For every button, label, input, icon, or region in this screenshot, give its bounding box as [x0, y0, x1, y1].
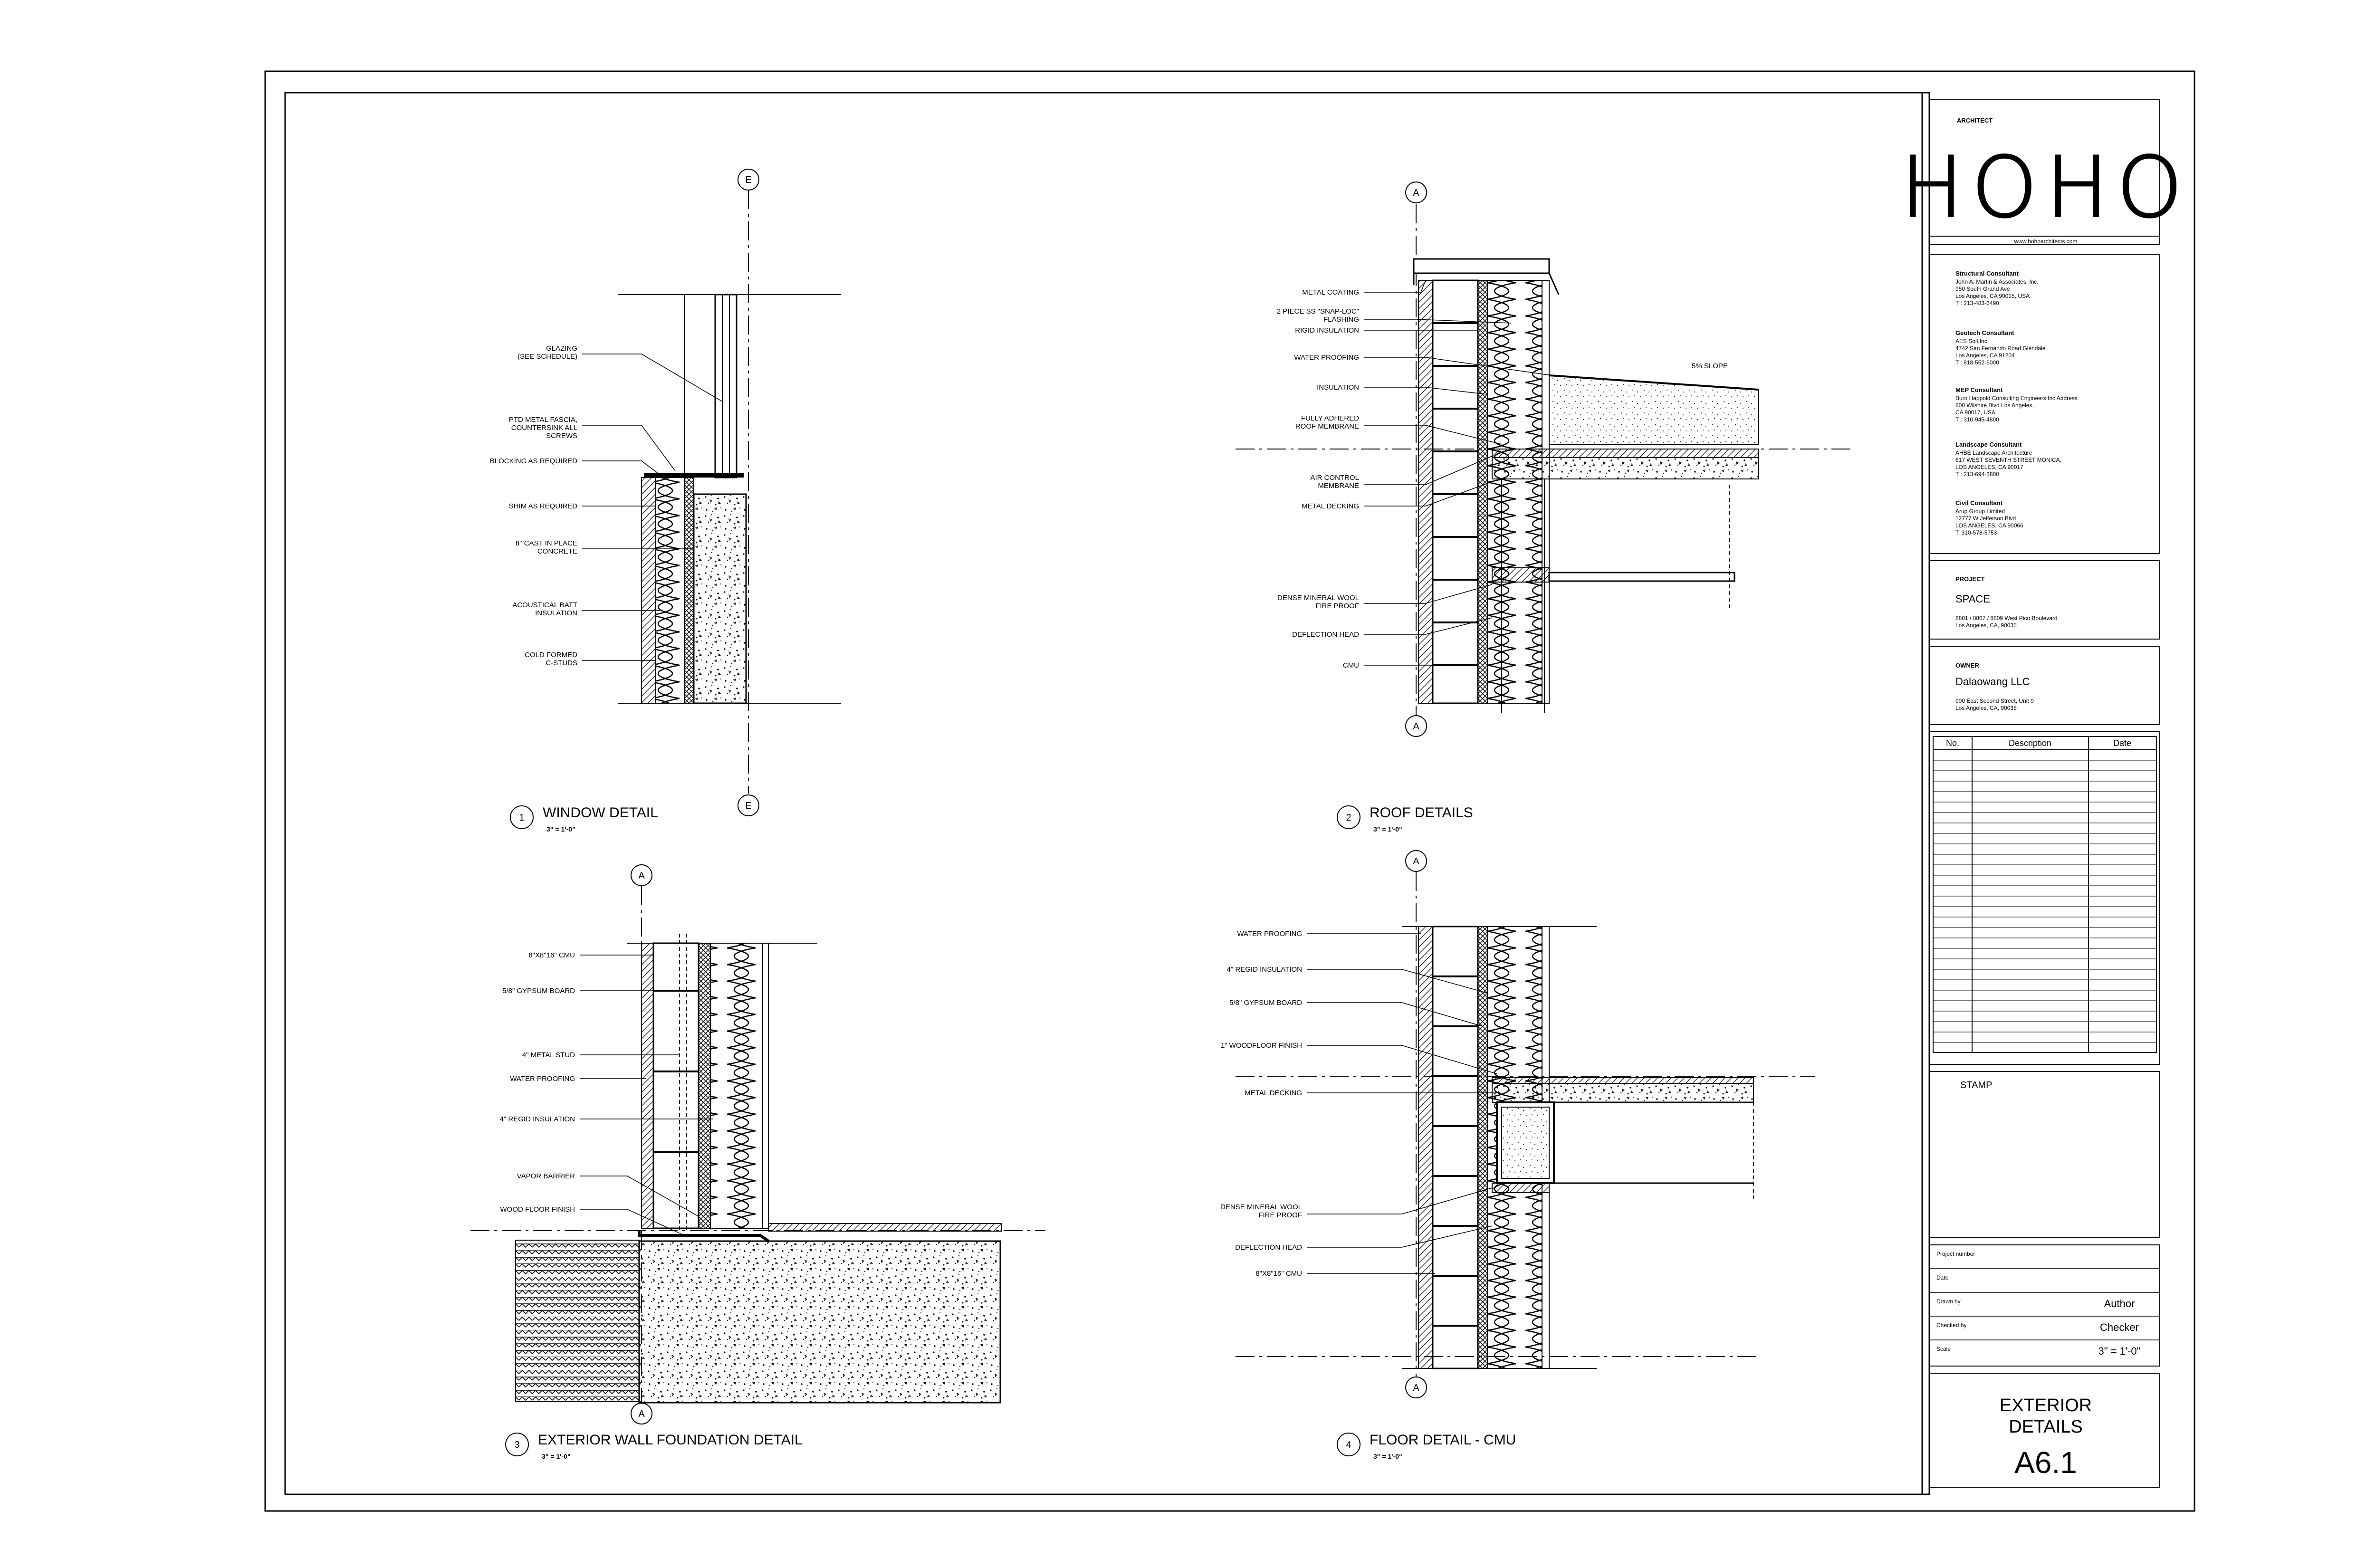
svg-text:Date: Date	[2113, 738, 2132, 748]
svg-text:ACOUSTICAL BATT: ACOUSTICAL BATT	[512, 601, 577, 609]
svg-text:Los Angeles, CA, 90035: Los Angeles, CA, 90035	[1955, 622, 2017, 629]
detail-scale: 3" = 1'-0"	[1373, 825, 1402, 833]
svg-text:John A. Martin & Associates, I: John A. Martin & Associates, Inc.	[1955, 278, 2039, 285]
svg-text:E: E	[745, 175, 752, 185]
detail-scale: 3" = 1'-0"	[1373, 1453, 1402, 1460]
svg-text:T : 213-483-6490: T : 213-483-6490	[1955, 300, 1999, 306]
svg-text:900 East Second Street, Unit: 900 East Second Street, Unit 9	[1955, 698, 2034, 704]
svg-text:WATER PROOFING: WATER PROOFING	[1294, 354, 1359, 362]
consultants-list	[1955, 270, 2078, 536]
info-rows	[1936, 1251, 2140, 1357]
svg-text:WATER PROOFING: WATER PROOFING	[510, 1075, 575, 1083]
svg-text:ARCHITECT: ARCHITECT	[1957, 117, 1993, 124]
svg-text:800 Wilshire Blvd Los Angeles,: 800 Wilshire Blvd Los Angeles,	[1955, 402, 2034, 409]
svg-text:Arup Group Limited: Arup Group Limited	[1955, 508, 2005, 515]
detail-title: FLOOR DETAIL - CMU	[1370, 1432, 1516, 1448]
svg-text:A: A	[638, 870, 645, 881]
svg-text:DENSE MINERAL WOOL: DENSE MINERAL WOOL	[1277, 594, 1359, 602]
svg-text:LOS ANGELES, CA 90066: LOS ANGELES, CA 90066	[1955, 522, 2023, 529]
svg-text:www.hohoarchitects.com: www.hohoarchitects.com	[2014, 238, 2078, 245]
svg-text:BLOCKING AS REQUIRED: BLOCKING AS REQUIRED	[489, 457, 577, 465]
svg-text:A: A	[1413, 856, 1419, 867]
svg-text:A: A	[1413, 188, 1419, 198]
svg-text:5% SLOPE: 5% SLOPE	[1692, 362, 1728, 370]
svg-text:Checker: Checker	[2100, 1321, 2139, 1333]
detail-4-floor	[1220, 851, 1815, 1460]
detail-3-foundation	[470, 865, 1045, 1460]
svg-text:Author: Author	[2104, 1298, 2135, 1310]
svg-text:WATER PROOFING: WATER PROOFING	[1237, 930, 1302, 938]
svg-text:Checked by: Checked by	[1936, 1322, 1967, 1329]
svg-text:WOOD FLOOR FINISH: WOOD FLOOR FINISH	[500, 1205, 575, 1214]
svg-text:12777 W Jefferson Blvd: 12777 W Jefferson Blvd	[1955, 515, 2016, 522]
svg-text:PROJECT: PROJECT	[1955, 575, 1985, 583]
svg-text:Project number: Project number	[1936, 1251, 1975, 1257]
svg-text:A: A	[1413, 1383, 1419, 1393]
svg-text:RIGID INSULATION: RIGID INSULATION	[1295, 326, 1359, 335]
svg-text:DENSE MINERAL WOOL: DENSE MINERAL WOOL	[1220, 1203, 1302, 1211]
svg-text:8801 / 8807 / 8809 West Pico B: 8801 / 8807 / 8809 West Pico Boulevard	[1955, 615, 2058, 621]
svg-text:Los Angeles, CA 91204: Los Angeles, CA 91204	[1955, 352, 2015, 359]
svg-text:DETAILS: DETAILS	[2009, 1417, 2083, 1437]
svg-text:CONCRETE: CONCRETE	[537, 547, 577, 555]
sheet-number: A6.1	[2014, 1445, 2077, 1480]
sheet-title: EXTERIOR	[1999, 1396, 2092, 1415]
svg-text:T : 213-694-3800: T : 213-694-3800	[1955, 471, 1999, 478]
svg-text:FIRE PROOF: FIRE PROOF	[1258, 1211, 1302, 1219]
svg-text:FULLY ADHERED: FULLY ADHERED	[1301, 414, 1359, 422]
svg-text:ROOF MEMBRANE: ROOF MEMBRANE	[1295, 422, 1359, 430]
svg-text:Date: Date	[1936, 1274, 1949, 1281]
svg-text:Drawn by: Drawn by	[1936, 1298, 1961, 1305]
svg-text:VAPOR BARRIER: VAPOR BARRIER	[517, 1172, 575, 1180]
svg-text:AHBE Landscape Architecture: AHBE Landscape Architecture	[1955, 449, 2032, 456]
architect-logo: HOHO	[1900, 140, 2191, 236]
svg-text:MEP Consultant: MEP Consultant	[1955, 386, 2003, 393]
svg-text:AES Soil,Inc: AES Soil,Inc	[1955, 338, 1987, 344]
svg-text:Dalaowang LLC: Dalaowang LLC	[1955, 676, 2030, 688]
svg-text:(SEE SCHEDULE): (SEE SCHEDULE)	[517, 353, 577, 361]
svg-text:1: 1	[519, 813, 525, 823]
detail-scale: 3" = 1'-0"	[546, 825, 575, 833]
svg-text:8" CAST IN PLACE: 8" CAST IN PLACE	[515, 539, 577, 547]
svg-text:A: A	[638, 1409, 645, 1419]
svg-text:5/8" GYPSUM BOARD: 5/8" GYPSUM BOARD	[1229, 999, 1302, 1007]
svg-text:SHIM AS REQUIRED: SHIM AS REQUIRED	[508, 502, 577, 510]
detail-1-window	[490, 169, 841, 833]
svg-text:COLD FORMED: COLD FORMED	[525, 651, 577, 659]
svg-text:SCREWS: SCREWS	[546, 432, 577, 440]
svg-text:MEMBRANE: MEMBRANE	[1318, 482, 1359, 490]
svg-text:4" REGID INSULATION: 4" REGID INSULATION	[499, 1115, 575, 1123]
svg-text:CA 90017, USA: CA 90017, USA	[1955, 409, 1996, 416]
svg-text:PTD METAL FASCIA,: PTD METAL FASCIA,	[508, 416, 577, 424]
svg-text:3" = 1'-0": 3" = 1'-0"	[2098, 1345, 2141, 1357]
svg-text:4: 4	[1346, 1440, 1351, 1450]
svg-text:Buro Happold Consulting Engine: Buro Happold Consulting Engineers Inc Address	[1955, 395, 2078, 402]
detail-title: EXTERIOR WALL FOUNDATION DETAIL	[538, 1432, 803, 1448]
svg-text:8"X8"16" CMU: 8"X8"16" CMU	[528, 951, 575, 959]
detail-2-roof	[1236, 182, 1853, 833]
svg-text:Civil Consultant: Civil Consultant	[1955, 499, 2002, 507]
svg-text:Los Angeles, CA 90015, USA: Los Angeles, CA 90015, USA	[1955, 293, 2030, 299]
svg-text:Landscape Consultant: Landscape Consultant	[1955, 441, 2022, 448]
svg-text:E: E	[745, 801, 752, 811]
svg-text:AIR CONTROL: AIR CONTROL	[1310, 474, 1359, 482]
svg-text:METAL DECKING: METAL DECKING	[1245, 1089, 1302, 1097]
svg-text:FIRE PROOF: FIRE PROOF	[1315, 602, 1359, 610]
svg-text:Structural Consultant: Structural Consultant	[1955, 270, 2019, 277]
svg-text:4" REGID INSULATION: 4" REGID INSULATION	[1226, 966, 1302, 974]
title-block	[1901, 93, 2191, 1494]
svg-text:Geotech Consultant: Geotech Consultant	[1955, 329, 2014, 336]
svg-text:Scale: Scale	[1936, 1346, 1951, 1352]
svg-text:Description: Description	[2008, 738, 2052, 748]
svg-text:CMU: CMU	[1342, 661, 1359, 669]
svg-text:SPACE: SPACE	[1955, 593, 1990, 605]
svg-text:8"X8"16" CMU: 8"X8"16" CMU	[1255, 1270, 1302, 1278]
svg-text:COUNTERSINK ALL: COUNTERSINK ALL	[511, 424, 577, 432]
svg-text:GLAZING: GLAZING	[546, 344, 577, 353]
svg-text:Los Angeles, CA, 90035: Los Angeles, CA, 90035	[1955, 705, 2017, 711]
svg-text:INSULATION: INSULATION	[1317, 383, 1359, 392]
detail-title: ROOF DETAILS	[1370, 805, 1473, 821]
svg-text:INSULATION: INSULATION	[535, 609, 577, 617]
svg-text:A: A	[1413, 721, 1419, 732]
svg-text:STAMP: STAMP	[1960, 1080, 1993, 1090]
svg-text:4742 San Fernando Road Glendal: 4742 San Fernando Road Glendale	[1955, 345, 2046, 352]
svg-text:DEFLECTION HEAD: DEFLECTION HEAD	[1292, 631, 1359, 639]
svg-text:3: 3	[514, 1440, 520, 1450]
svg-text:FLASHING: FLASHING	[1323, 316, 1359, 324]
svg-text:C-STUDS: C-STUDS	[546, 659, 577, 667]
svg-text:4" METAL STUD: 4" METAL STUD	[522, 1051, 575, 1059]
svg-text:T: 310-578-5753: T: 310-578-5753	[1955, 529, 1997, 536]
svg-text:2 PIECE SS "SNAP-LOC": 2 PIECE SS "SNAP-LOC"	[1276, 307, 1359, 316]
detail-title: WINDOW DETAIL	[543, 805, 658, 821]
detail-scale: 3" = 1'-0"	[542, 1453, 571, 1460]
svg-text:5/8" GYPSUM BOARD: 5/8" GYPSUM BOARD	[502, 987, 575, 995]
svg-text:DEFLECTION HEAD: DEFLECTION HEAD	[1235, 1243, 1302, 1252]
svg-text:No.: No.	[1945, 738, 1960, 748]
svg-text:2: 2	[1346, 813, 1351, 823]
svg-text:T : 310-945-4800: T : 310-945-4800	[1955, 416, 1999, 423]
svg-text:950 South Grand Ave: 950 South Grand Ave	[1955, 286, 2010, 292]
svg-text:OWNER: OWNER	[1955, 662, 1979, 669]
svg-text:1" WOODFLOOR FINISH: 1" WOODFLOOR FINISH	[1220, 1042, 1302, 1050]
svg-text:617 WEST SEVENTH STREET MONICA: 617 WEST SEVENTH STREET MONICA,	[1955, 457, 2061, 463]
svg-text:T : 818-552-6000: T : 818-552-6000	[1955, 359, 1999, 366]
svg-text:METAL DECKING: METAL DECKING	[1302, 502, 1359, 510]
svg-text:LOS ANGELES, CA 90017: LOS ANGELES, CA 90017	[1955, 464, 2023, 470]
svg-text:METAL COATING: METAL COATING	[1302, 288, 1359, 296]
